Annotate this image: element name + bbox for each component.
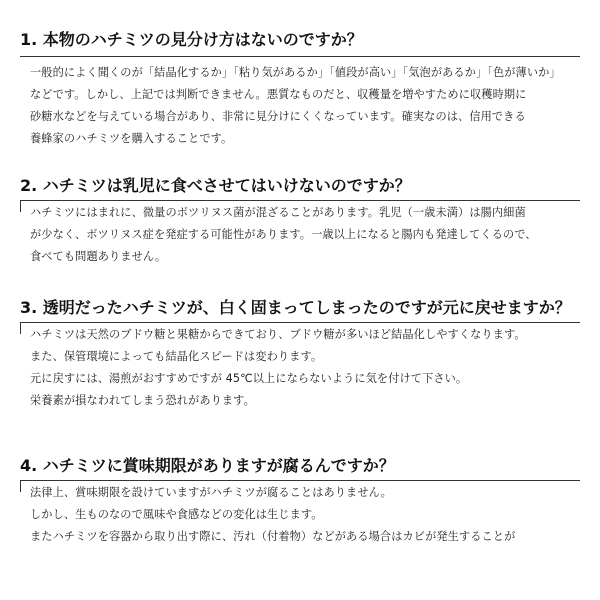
faq-answer-4 <box>30 482 590 548</box>
faq-answer-line: ハチミツは天然のブドウ糖と果糖からできており、ブドウ糖が多いほど結晶化しやすくなります。 <box>30 328 526 341</box>
faq-question-2: 2. ハチミツは乳児に食べさせてはいけないのですか？ <box>20 176 411 195</box>
faq-question-4: 4. ハチミツに賞味期限がありますが腐るんですか？ <box>20 456 395 475</box>
faq-answer-line: 養蜂家のハチミツを購入することです。 <box>30 132 233 145</box>
faq-divider-2 <box>20 200 580 201</box>
faq-divider-tick-4 <box>20 480 21 492</box>
faq-answer-line: しかし、生ものなので風味や食感などの変化は生じます。 <box>30 508 323 521</box>
faq-question-3: 3. 透明だったハチミツが、白く固まってしまったのですが元に戻せますか？ <box>20 298 571 317</box>
faq-answer-line: 砂糖水などを与えている場合があり、非常に見分けにくくなっています。確実なのは、信用できる <box>30 110 526 123</box>
faq-answer-line: などです。しかし、上記では判断できません。悪質なものだと、収穫量を増やすために収穫時期に <box>30 88 527 101</box>
faq-answer-line: またハチミツを容器から取り出す際に、汚れ（付着物）などがある場合はカビが発生することが <box>30 530 516 543</box>
faq-answer-1 <box>30 62 590 150</box>
faq-answer-line: ハチミツにはまれに、微量のボツリヌス菌が混ざることがあります。乳児（一歳未満）は腸内細菌 <box>30 206 526 219</box>
faq-answer-line: 栄養素が損なわれてしまう恐れがあります。 <box>30 394 255 407</box>
faq-answer-line: 法律上、賞味期限を設けていますがハチミツが腐ることはありません。 <box>30 486 392 499</box>
faq-answer-line: また、保管環境によっても結晶化スピードは変わります。 <box>30 350 323 363</box>
faq-answer-2 <box>30 202 590 268</box>
faq-divider-1 <box>20 56 580 57</box>
faq-answer-line: 元に戻すには、湯煎がおすすめですが 45℃以上にならないように気を付けて下さい。 <box>30 372 468 385</box>
faq-divider-4 <box>20 480 580 481</box>
faq-divider-tick-2 <box>20 200 21 212</box>
faq-answer-line: 一般的によく聞くのが「結晶化するか」「粘り気があるか」「値段が高い」「気泡があるか」「色が薄いか」 <box>30 66 561 79</box>
faq-answer-line: が少なく、ボツリヌス症を発症する可能性があります。一歳以上になると腸内も発達してくるので、 <box>30 228 537 241</box>
faq-divider-tick-3 <box>20 322 21 334</box>
faq-answer-3 <box>30 324 590 412</box>
faq-question-1: 1. 本物のハチミツの見分け方はないのですか？ <box>20 30 363 49</box>
faq-answer-line: 食べても問題ありません。 <box>30 250 167 263</box>
faq-divider-3 <box>20 322 580 323</box>
